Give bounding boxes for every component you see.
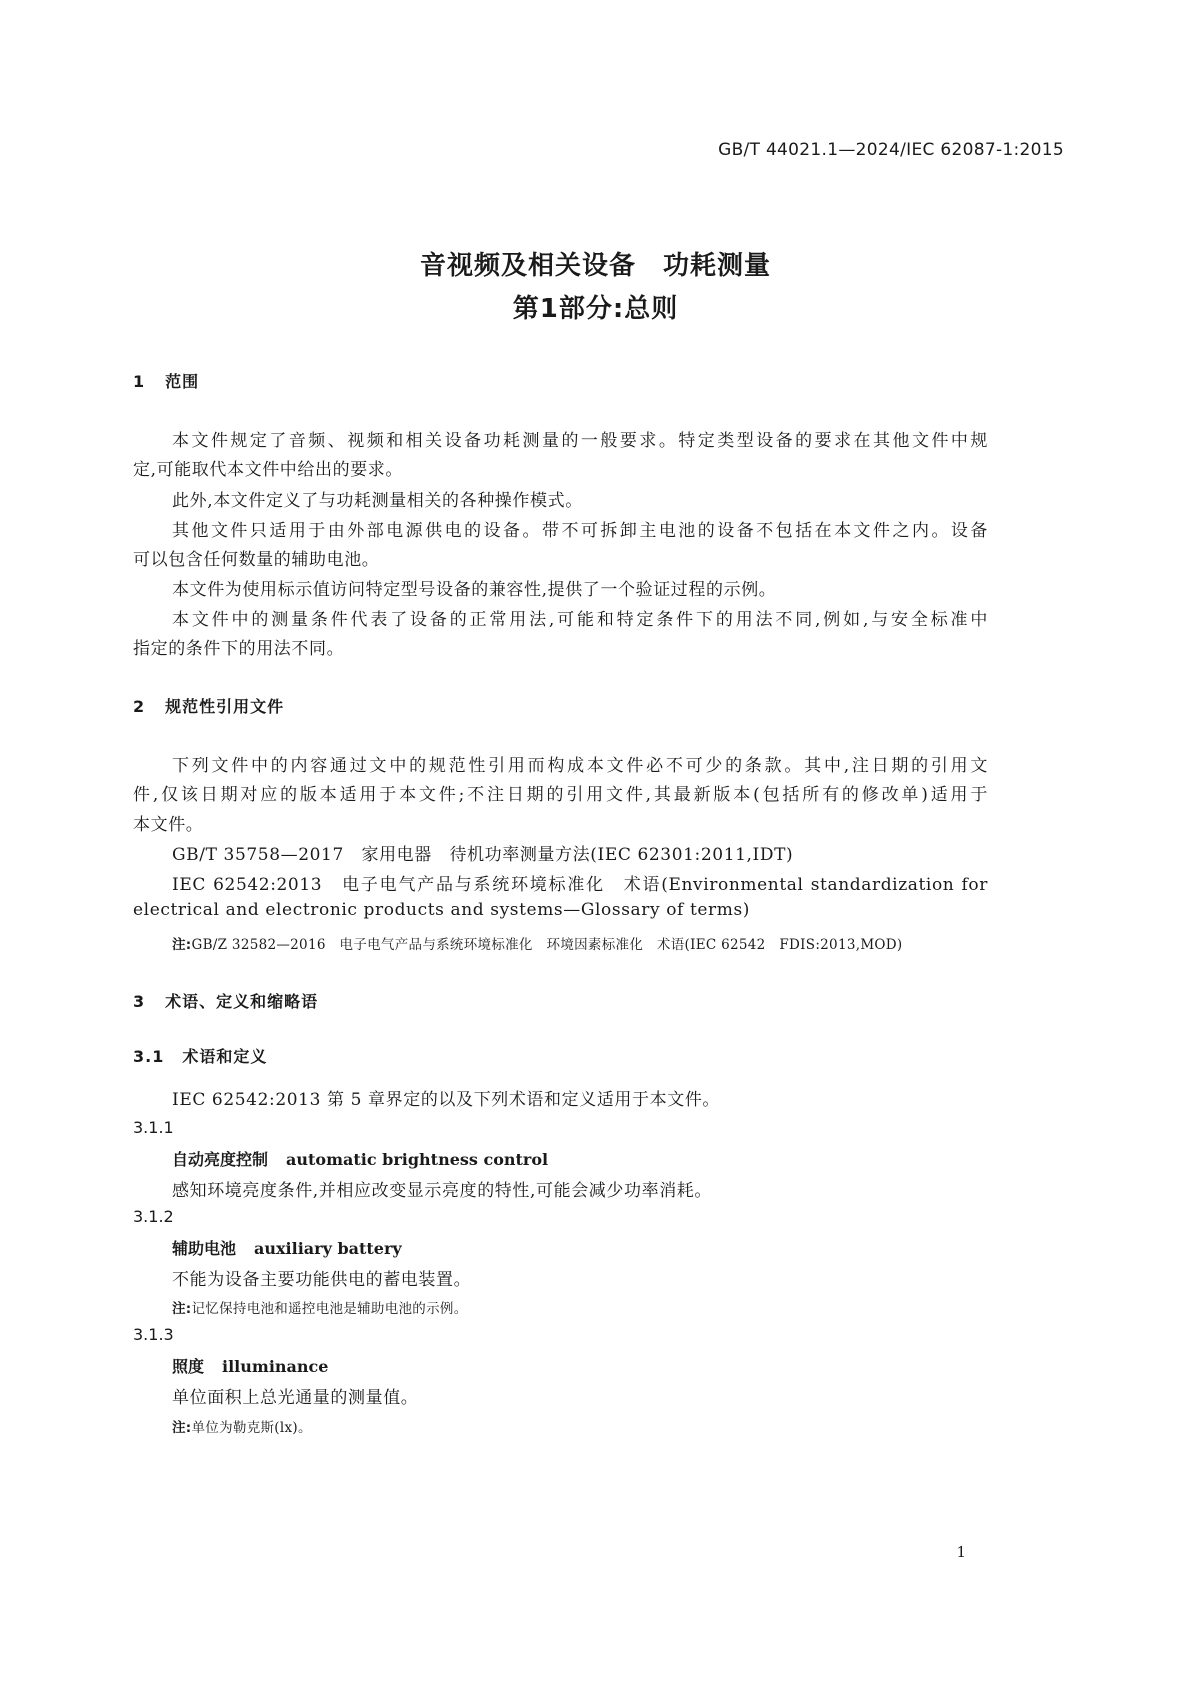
- page-number: 1: [956, 1543, 966, 1561]
- reference-gbt35758: GB/T 35758—2017 家用电器 待机功率测量方法(IEC 62301:2011,IDT): [172, 845, 794, 865]
- section-2-heading: [133, 694, 284, 717]
- note-text: GB/Z 32582—2016 电子电气产品与系统环境标准化 环境因素标准化 术语(IEC 62542 FDIS:2013,MOD): [191, 937, 903, 953]
- subsection-title: 术语和定义: [182, 1047, 268, 1066]
- term-en: automatic brightness control: [286, 1150, 549, 1169]
- section-2-note: [172, 933, 903, 953]
- subsection-number: 3.1: [133, 1047, 165, 1066]
- term-note: [172, 1297, 468, 1317]
- section-3-heading: [133, 989, 318, 1012]
- reference-iec62542-cont: electrical and electronic products and systems—Glossary of terms): [133, 900, 751, 920]
- section-number: 3: [133, 992, 146, 1011]
- section-number: 1: [133, 372, 146, 391]
- paragraph-line: 本文件。: [133, 815, 204, 835]
- note-text: 单位为勒克斯(lx)。: [191, 1420, 312, 1436]
- term-number: 3.1.1: [133, 1118, 174, 1137]
- term-definition: 不能为设备主要功能供电的蓄电装置。: [172, 1270, 472, 1290]
- term-en: illuminance: [222, 1357, 329, 1376]
- term-heading: [172, 1354, 328, 1377]
- term-zh: 自动亮度控制: [172, 1150, 269, 1169]
- subsection-3-1-heading: [133, 1044, 267, 1067]
- paragraph-line: 本文件为使用标示值访问特定型号设备的兼容性,提供了一个验证过程的示例。: [172, 580, 777, 600]
- terms-intro: IEC 62542:2013 第 5 章界定的以及下列术语和定义适用于本文件。: [172, 1090, 721, 1110]
- standard-code: GB/T 44021.1—2024/IEC 62087-1:2015: [718, 140, 1064, 160]
- term-definition: 感知环境亮度条件,并相应改变显示亮度的特性,可能会减少功率消耗。: [172, 1181, 713, 1201]
- term-heading: [172, 1147, 548, 1170]
- paragraph-line: 件,仅该日期对应的版本适用于本文件;不注日期的引用文件,其最新版本(包括所有的修改单)适用于: [133, 785, 988, 805]
- paragraph-line: 定,可能取代本文件中给出的要求。: [133, 460, 404, 480]
- paragraph-line: 此外,本文件定义了与功耗测量相关的各种操作模式。: [172, 491, 583, 511]
- reference-iec62542: IEC 62542:2013 电子电气产品与系统环境标准化 术语(Environmental standardization for: [172, 875, 988, 895]
- term-definition: 单位面积上总光通量的测量值。: [172, 1388, 419, 1408]
- section-number: 2: [133, 697, 146, 716]
- document-title-line1: 音视频及相关设备 功耗测量: [419, 251, 771, 281]
- note-label: 注:: [172, 1420, 192, 1436]
- term-zh: 照度: [172, 1357, 205, 1376]
- section-title: 规范性引用文件: [165, 697, 285, 716]
- term-heading: [172, 1236, 402, 1259]
- section-title: 范围: [165, 372, 200, 391]
- paragraph-line: 本文件中的测量条件代表了设备的正常用法,可能和特定条件下的用法不同,例如,与安全标准中: [172, 610, 988, 630]
- note-label: 注:: [172, 937, 192, 953]
- note-label: 注:: [172, 1301, 192, 1317]
- paragraph-line: 指定的条件下的用法不同。: [133, 639, 345, 659]
- paragraph-line: 可以包含任何数量的辅助电池。: [133, 550, 380, 570]
- term-number: 3.1.2: [133, 1207, 174, 1226]
- term-en: auxiliary battery: [254, 1239, 402, 1258]
- document-title-line2: 第1部分:总则: [512, 294, 679, 324]
- term-zh: 辅助电池: [172, 1239, 237, 1258]
- term-note: [172, 1416, 312, 1436]
- paragraph-line: 本文件规定了音频、视频和相关设备功耗测量的一般要求。特定类型设备的要求在其他文件中规: [172, 431, 988, 451]
- note-text: 记忆保持电池和遥控电池是辅助电池的示例。: [191, 1301, 468, 1317]
- section-title: 术语、定义和缩略语: [165, 992, 319, 1011]
- section-1-heading: [133, 369, 199, 392]
- paragraph-line: 其他文件只适用于由外部电源供电的设备。带不可拆卸主电池的设备不包括在本文件之内。设备: [172, 521, 988, 541]
- term-number: 3.1.3: [133, 1325, 174, 1344]
- paragraph-line: 下列文件中的内容通过文中的规范性引用而构成本文件必不可少的条款。其中,注日期的引用文: [172, 756, 988, 776]
